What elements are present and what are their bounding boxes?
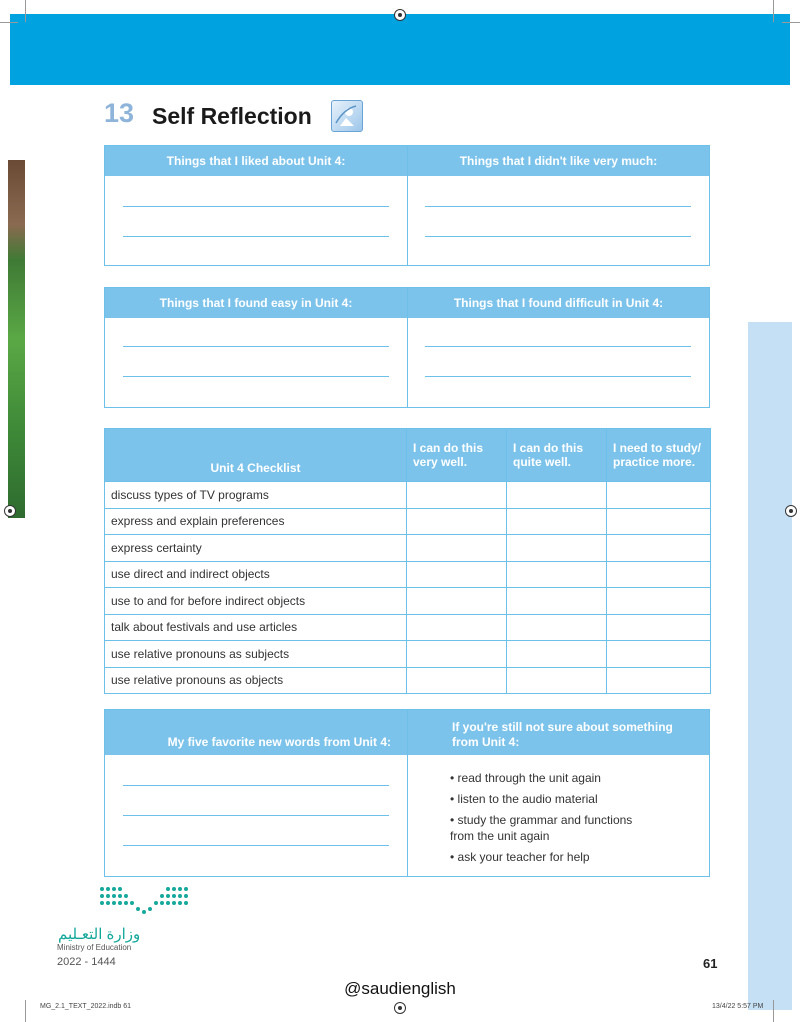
check-cell[interactable] <box>507 508 607 535</box>
tip-item: • listen to the audio material <box>450 792 598 806</box>
check-cell[interactable] <box>507 535 607 562</box>
check-cell[interactable] <box>607 535 711 562</box>
skill-label: use relative pronouns as subjects <box>105 641 407 668</box>
check-cell[interactable] <box>407 667 507 694</box>
check-cell[interactable] <box>507 588 607 615</box>
easy-header: Things that I found easy in Unit 4: <box>105 288 407 318</box>
registration-mark <box>394 1002 406 1014</box>
registration-mark <box>785 505 797 517</box>
check-cell[interactable] <box>507 482 607 509</box>
column-quite-well: I can do this quite well. <box>507 429 607 482</box>
skill-label: use to and for before indirect objects <box>105 588 407 615</box>
writing-line[interactable] <box>123 815 389 816</box>
registration-mark <box>394 9 406 21</box>
registration-mark <box>4 505 16 517</box>
writing-line[interactable] <box>425 346 691 347</box>
check-cell[interactable] <box>607 641 711 668</box>
page-number: 61 <box>703 956 718 971</box>
skill-label: use direct and indirect objects <box>105 561 407 588</box>
skill-label: discuss types of TV programs <box>105 482 407 509</box>
writing-line[interactable] <box>123 236 389 237</box>
reflection-icon <box>331 100 363 132</box>
crop-mark <box>773 0 774 22</box>
writing-line[interactable] <box>123 376 389 377</box>
unit-checklist-table <box>104 428 711 694</box>
easy-panel <box>104 287 710 408</box>
table-row <box>105 614 711 641</box>
checklist-title: Unit 4 Checklist <box>105 429 407 482</box>
crop-mark <box>25 1000 26 1022</box>
skill-label: talk about festivals and use articles <box>105 614 407 641</box>
favorite-words-header: My five favorite new words from Unit 4: <box>105 710 407 755</box>
check-cell[interactable] <box>407 535 507 562</box>
difficult-header: Things that I found difficult in Unit 4: <box>408 288 709 318</box>
skill-label: express and explain preferences <box>105 508 407 535</box>
column-very-well: I can do this very well. <box>407 429 507 482</box>
top-color-bar <box>10 14 790 85</box>
section-number: 13 <box>104 98 135 128</box>
study-tips-list <box>450 770 650 870</box>
side-color-bar <box>748 322 792 1010</box>
check-cell[interactable] <box>607 482 711 509</box>
tip-item: • ask your teacher for help <box>450 850 590 864</box>
column-study-more: I need to study/ practice more. <box>607 429 711 482</box>
social-handle: @saudienglish <box>344 979 456 998</box>
check-cell[interactable] <box>607 588 711 615</box>
writing-line[interactable] <box>425 376 691 377</box>
ministry-logo-icon <box>98 885 192 922</box>
writing-line[interactable] <box>123 346 389 347</box>
check-cell[interactable] <box>507 667 607 694</box>
tip-item: • study the grammar and functions from the unit again <box>450 813 633 843</box>
ministry-english-name: Ministry of Education <box>57 943 132 952</box>
ministry-arabic-name: وزارة التعـليم <box>58 926 141 943</box>
table-row <box>105 641 711 668</box>
table-row <box>105 508 711 535</box>
liked-header: Things that I liked about Unit 4: <box>105 146 407 176</box>
table-row <box>105 482 711 509</box>
check-cell[interactable] <box>607 614 711 641</box>
ministry-year: 2022 - 1444 <box>57 956 116 968</box>
disliked-header: Things that I didn't like very much: <box>408 146 709 176</box>
writing-line[interactable] <box>123 845 389 846</box>
writing-line[interactable] <box>425 206 691 207</box>
check-cell[interactable] <box>607 508 711 535</box>
table-row <box>105 588 711 615</box>
skill-label: use relative pronouns as objects <box>105 667 407 694</box>
photo-strip <box>8 160 25 518</box>
crop-mark <box>0 22 18 23</box>
crop-mark <box>782 22 800 23</box>
tip-item: • read through the unit again <box>450 771 601 785</box>
check-cell[interactable] <box>507 561 607 588</box>
check-cell[interactable] <box>407 588 507 615</box>
check-cell[interactable] <box>607 667 711 694</box>
check-cell[interactable] <box>407 482 507 509</box>
section-title: Self Reflection <box>152 103 312 129</box>
check-cell[interactable] <box>407 561 507 588</box>
writing-line[interactable] <box>123 785 389 786</box>
not-sure-header: If you're still not sure about something from Unit 4: <box>408 710 709 755</box>
check-cell[interactable] <box>407 508 507 535</box>
crop-mark <box>773 1000 774 1022</box>
crop-mark <box>25 0 26 22</box>
check-cell[interactable] <box>407 641 507 668</box>
writing-line[interactable] <box>123 206 389 207</box>
check-cell[interactable] <box>607 561 711 588</box>
writing-line[interactable] <box>425 236 691 237</box>
print-footer-date: 13/4/22 5:57 PM <box>712 1003 764 1010</box>
check-cell[interactable] <box>407 614 507 641</box>
check-cell[interactable] <box>507 614 607 641</box>
print-footer-file: MG_2.1_TEXT_2022.indb 61 <box>40 1003 132 1010</box>
table-row <box>105 535 711 562</box>
liked-panel <box>104 145 710 266</box>
table-row <box>105 667 711 694</box>
table-row <box>105 561 711 588</box>
skill-label: express certainty <box>105 535 407 562</box>
check-cell[interactable] <box>507 641 607 668</box>
